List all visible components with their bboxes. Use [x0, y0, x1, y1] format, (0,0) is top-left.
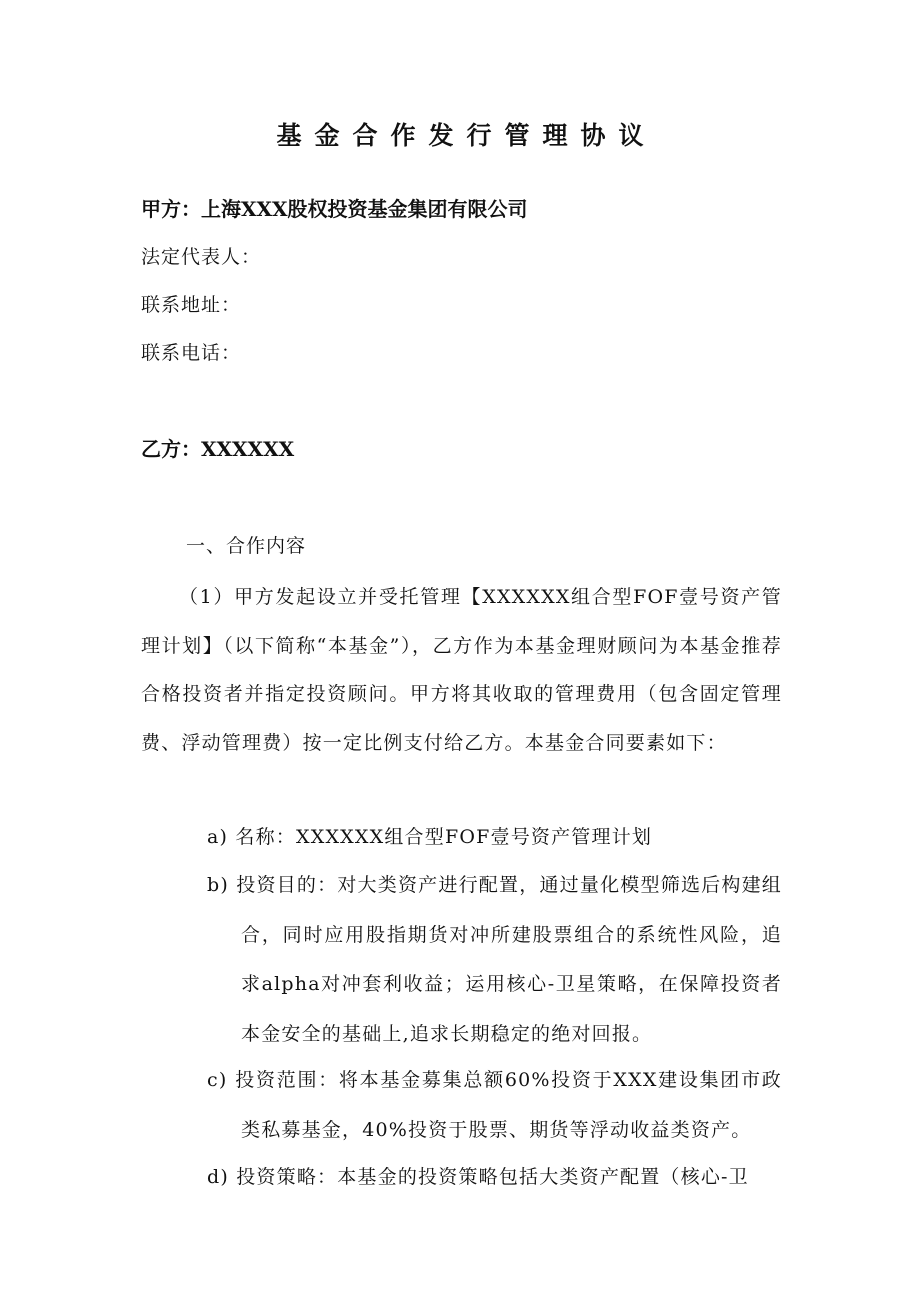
list-item-label: a) [207, 826, 229, 848]
list-item-d [207, 1153, 782, 1203]
party-a-phone: 联系电话： [141, 342, 242, 364]
party-a-legal-representative: 法定代表人： [141, 246, 262, 268]
list-item-text: 投资范围：将本基金募集总额60%投资于XXX建设集团市政类私募基金，40%投资于股票、期货等浮动收益类资产。 [235, 1069, 782, 1141]
list-item-b [207, 861, 782, 1059]
document-title: 基金合作发行管理协议 [276, 121, 657, 150]
paragraph-1: （1）甲方发起设立并受托管理【XXXXXX组合型FOF壹号资产管理计划】（以下简称“本基金”），乙方作为本基金理财顾问为本基金推荐合格投资者并指定投资顾问。甲方将其收取的管理费用（包含固定管理费、浮动管理费）按一定比例支付给乙方。本基金合同要素如下： [141, 586, 782, 754]
list-item-c [207, 1056, 782, 1155]
list-item-text: 投资策略：本基金的投资策略包括大类资产配置（核心-卫 [236, 1166, 749, 1188]
party-a-name: 甲方：上海XXX股权投资基金集团有限公司 [141, 197, 528, 221]
party-a-address: 联系地址： [141, 294, 242, 316]
section-heading-cooperation: 一、合作内容 [186, 535, 307, 557]
list-item-text: 名称：XXXXXX组合型FOF壹号资产管理计划 [235, 826, 653, 848]
list-item-label: c) [207, 1069, 228, 1091]
list-item-text: 投资目的：对大类资产进行配置，通过量化模型筛选后构建组合，同时应用股指期货对冲所建股票组合的系统性风险，追求alpha对冲套利收益；运用核心-卫星策略，在保障投资者本金安全的基础上,追求长期稳定的绝对回报。 [236, 874, 782, 1045]
party-b-name: 乙方：XXXXXX [141, 437, 295, 461]
list-item-label: b) [207, 874, 229, 896]
list-item-a [207, 813, 782, 863]
list-item-label: d) [207, 1166, 229, 1188]
